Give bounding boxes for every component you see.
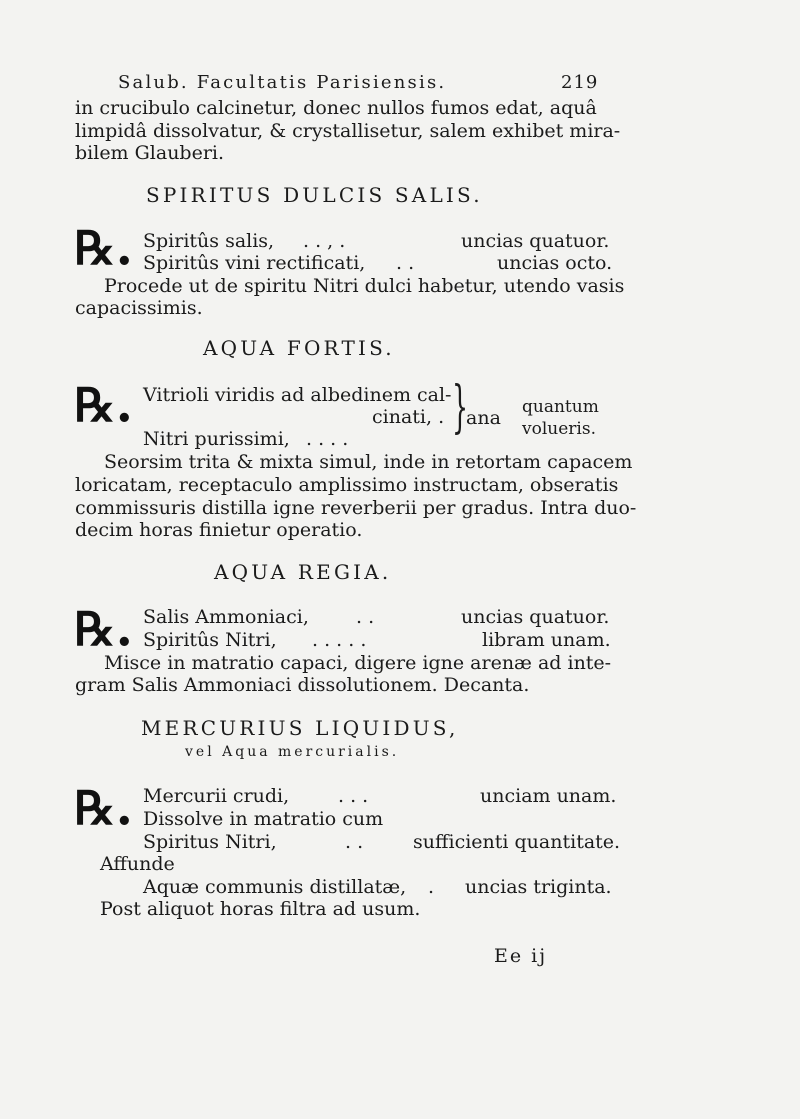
recipe-symbol	[74, 602, 133, 658]
running-header	[118, 72, 599, 94]
leader-dots: . . . . .	[312, 629, 367, 651]
ingredient-quantity: libram unam.	[482, 629, 611, 651]
running-title: Salub. Facultatis Parisiensis.	[118, 72, 447, 93]
ingredient-name: Spiritus Nitri,	[143, 831, 277, 853]
ingredient-quantity: sufficienti quantitate.	[413, 831, 621, 853]
instruction-line: Affunde	[100, 853, 175, 875]
section-title-spiritus: SPIRITUS DULCIS SALIS.	[146, 183, 483, 207]
ingredient-quantity: uncias quatuor.	[461, 230, 610, 252]
instruction-line: Dissolve in matratio cum	[143, 808, 384, 830]
ingredient-name: Aquæ communis distillatæ,	[143, 876, 407, 898]
leader-dots: . .	[356, 606, 375, 628]
leader-dots: . . , .	[303, 230, 346, 252]
section-subtitle: vel Aqua mercurialis.	[185, 744, 400, 760]
ingredient-name: Salis Ammoniaci,	[143, 606, 309, 628]
intro-line-3: bilem Glauberi.	[75, 142, 225, 164]
ingredient-name: Nitri purissimi,	[143, 428, 290, 450]
ingredient-name: Spiritûs salis,	[143, 230, 275, 252]
section-title-mercurius: MERCURIUS LIQUIDUS,	[141, 716, 459, 740]
rx-glyph: ℞	[74, 221, 116, 275]
instruction-line: Seorsim trita & mixta simul, inde in retortam capacem	[104, 451, 633, 473]
leader-dots: . . .	[338, 785, 369, 807]
quantity-line-1: quantum	[522, 397, 599, 417]
leader-dots: .	[428, 876, 435, 898]
leader-dots: . .	[345, 831, 364, 853]
rx-glyph: ℞	[74, 781, 116, 835]
instruction-line: capacissimis.	[75, 297, 203, 319]
ingredient-quantity: uncias octo.	[497, 252, 613, 274]
rx-dot: •	[116, 404, 133, 434]
instruction-line: gram Salis Ammoniaci dissolutionem. Decanta.	[75, 674, 530, 696]
section-title-aqua-fortis: AQUA FORTIS.	[203, 336, 395, 360]
ingredient-name-cont: cinati, .	[372, 406, 445, 428]
rx-dot: •	[116, 628, 133, 658]
intro-line-1: in crucibulo calcinetur, donec nullos fumos edat, aquâ	[75, 97, 597, 119]
rx-dot: •	[116, 247, 133, 277]
section-title-aqua-regia: AQUA REGIA.	[214, 560, 392, 584]
ingredient-name: Vitrioli viridis ad albedinem cal-	[143, 384, 452, 406]
signature-mark: Ee ij	[494, 945, 548, 967]
ingredient-name: Spiritûs vini rectificati,	[143, 252, 366, 274]
ingredient-name: Mercurii crudi,	[143, 785, 290, 807]
recipe-symbol	[74, 378, 133, 434]
recipe-symbol	[74, 781, 133, 837]
quantity-line-2: volueris.	[522, 419, 596, 439]
instruction-line: decim horas finietur operatio.	[75, 519, 363, 541]
instruction-line: loricatam, receptaculo amplissimo instructam, obseratis	[75, 474, 619, 496]
page-number: 219	[561, 72, 599, 93]
leader-dots: . .	[396, 252, 415, 274]
instruction-line: Procede ut de spiritu Nitri dulci habetur, utendo vasis	[104, 275, 625, 297]
instruction-line: Post aliquot horas filtra ad usum.	[100, 898, 421, 920]
leader-dots: . . . .	[306, 428, 349, 450]
rx-dot: •	[116, 807, 133, 837]
ingredient-quantity: uncias triginta.	[465, 876, 612, 898]
ana-label: ana	[466, 407, 501, 429]
ingredient-quantity: unciam unam.	[480, 785, 617, 807]
ingredient-name: Spiritûs Nitri,	[143, 629, 277, 651]
ingredient-quantity: uncias quatuor.	[461, 606, 610, 628]
rx-glyph: ℞	[74, 378, 116, 432]
curly-brace: }	[452, 375, 469, 440]
instruction-line: Misce in matratio capaci, digere igne arenæ ad inte-	[104, 652, 612, 674]
rx-glyph: ℞	[74, 602, 116, 656]
intro-line-2: limpidâ dissolvatur, & crystallisetur, salem exhibet mira-	[75, 120, 621, 142]
instruction-line: commissuris distilla igne reverberii per gradus. Intra duo-	[75, 497, 637, 519]
recipe-symbol	[74, 221, 133, 277]
